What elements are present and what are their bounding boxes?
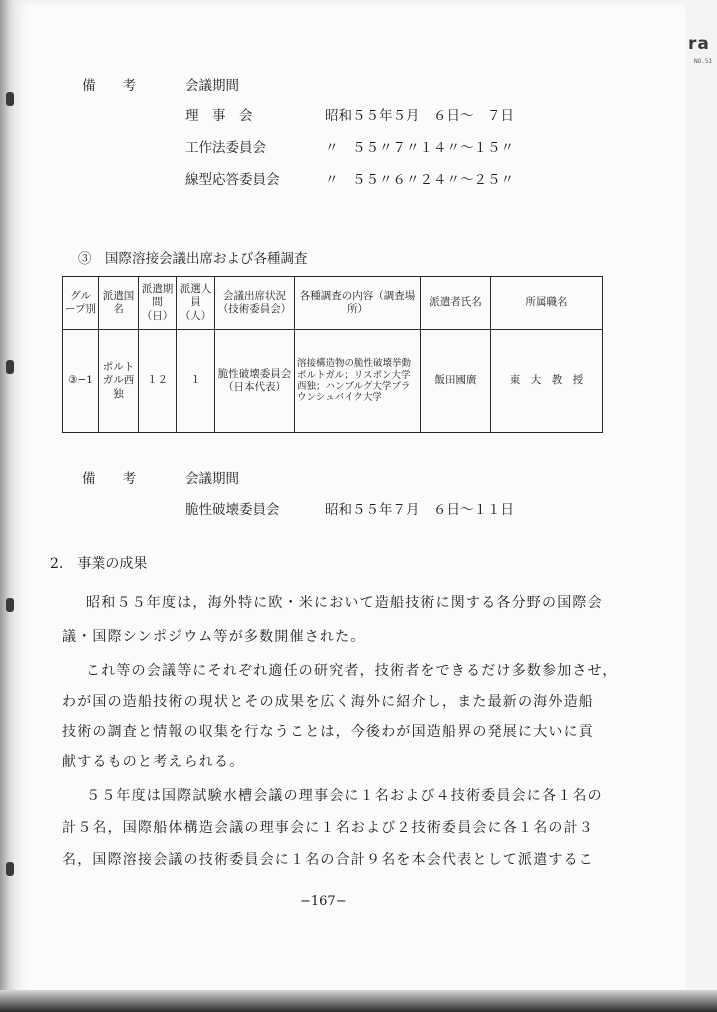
header-country: 派遣国名 bbox=[99, 277, 139, 330]
meeting-name: 工作法委員会 bbox=[185, 140, 266, 156]
cell-country: ポルトガル西独 bbox=[99, 330, 139, 433]
cell-survey bbox=[295, 330, 421, 433]
cell-group: ③−1 bbox=[63, 330, 99, 433]
header-people: 派選人員（人） bbox=[177, 277, 215, 330]
paragraph-line: 昭和５５年度は，海外特に欧・米において造船技術に関する各分野の国際会 bbox=[86, 595, 603, 611]
paragraph-line: 議・国際シンポジウム等が多数開催された。 bbox=[62, 629, 366, 645]
meeting-name: 理 事 会 bbox=[185, 108, 253, 124]
remarks-label: 備 考 bbox=[82, 471, 136, 487]
side-logo: ra bbox=[688, 34, 710, 54]
binding-hole bbox=[6, 598, 14, 612]
meeting-date: 〃 ５５〃６〃２４〃〜２５〃 bbox=[325, 172, 514, 188]
cell-period: １２ bbox=[139, 330, 177, 433]
binding-hole bbox=[6, 360, 14, 374]
meeting-period-label: 会議期間 bbox=[185, 471, 239, 487]
header-period: 派遣期間（日） bbox=[139, 277, 177, 330]
paragraph-line: 計５名，国際船体構造会議の理事会に１名および２技術委員会に各１名の計３ bbox=[62, 820, 594, 836]
header-title: 所属職名 bbox=[491, 277, 603, 330]
paragraph-line: 技術の調査と情報の収集を行なうことは，今後わが国造船界の発展に大いに貢 bbox=[62, 724, 594, 740]
cell-title: 東 大 教 授 bbox=[491, 330, 603, 433]
cell-meeting: 脆性破壊委員会（日本代表） bbox=[215, 330, 295, 433]
meeting-date: 昭和５５年５月 ６日〜 ７日 bbox=[325, 108, 514, 124]
side-sub-text: NO.51 bbox=[694, 58, 713, 65]
meeting-date: 昭和５５年７月 ６日〜１１日 bbox=[325, 502, 514, 518]
survey-line: ポルトガル；リスボン大学 bbox=[297, 369, 411, 381]
table-row bbox=[63, 330, 603, 433]
cell-person: 飯田國廣 bbox=[421, 330, 491, 433]
paragraph-line: 名，国際溶接会議の技術委員会に１名の合計９名を本会代表として派遣するこ bbox=[62, 852, 594, 868]
binding-hole bbox=[6, 862, 14, 876]
header-group: グループ別 bbox=[63, 277, 99, 330]
paragraph-line: わが国の造船技術の現状とその成果を広く海外に紹介し，また最新の海外造船 bbox=[62, 694, 594, 710]
survey-line: 西独；ハンブルグ大学ブラウンシュバイク大学 bbox=[297, 381, 411, 404]
header-survey: 各種調査の内容（調査場所） bbox=[295, 277, 421, 330]
header-person: 派遣者氏名 bbox=[421, 277, 491, 330]
survey-line: 溶接構造物の脆性破壊挙動 bbox=[297, 358, 412, 370]
paragraph-line: これ等の会議等にそれぞれ適任の研究者，技術者をできるだけ多数参加させ， bbox=[86, 663, 618, 679]
paragraph-line: 献するものと考えられる。 bbox=[62, 754, 245, 770]
page-number: −167− bbox=[300, 894, 347, 909]
meeting-period-label: 会議期間 bbox=[185, 78, 239, 94]
adjacent-page-strip bbox=[686, 0, 717, 1012]
meeting-name: 線型応答委員会 bbox=[185, 172, 280, 188]
page-bottom-shadow bbox=[0, 990, 717, 1012]
paragraph-line: ５５年度は国際試験水槽会議の理事会に１名および４技術委員会に各１名の bbox=[86, 788, 603, 804]
binding-hole bbox=[6, 92, 14, 106]
table-header-row bbox=[63, 277, 603, 330]
section-heading: ③ 国際溶接会議出席および各種調査 bbox=[78, 251, 308, 267]
cell-people: １ bbox=[177, 330, 215, 433]
remarks-label: 備 考 bbox=[82, 78, 136, 94]
header-meeting: 会議出席状況（技術委員会） bbox=[215, 277, 295, 330]
meeting-date: 〃 ５５〃７〃１４〃〜１５〃 bbox=[325, 140, 514, 156]
section-heading: 2. 事業の成果 bbox=[50, 556, 148, 572]
meeting-name: 脆性破壊委員会 bbox=[185, 502, 280, 518]
delegation-table bbox=[62, 276, 603, 433]
